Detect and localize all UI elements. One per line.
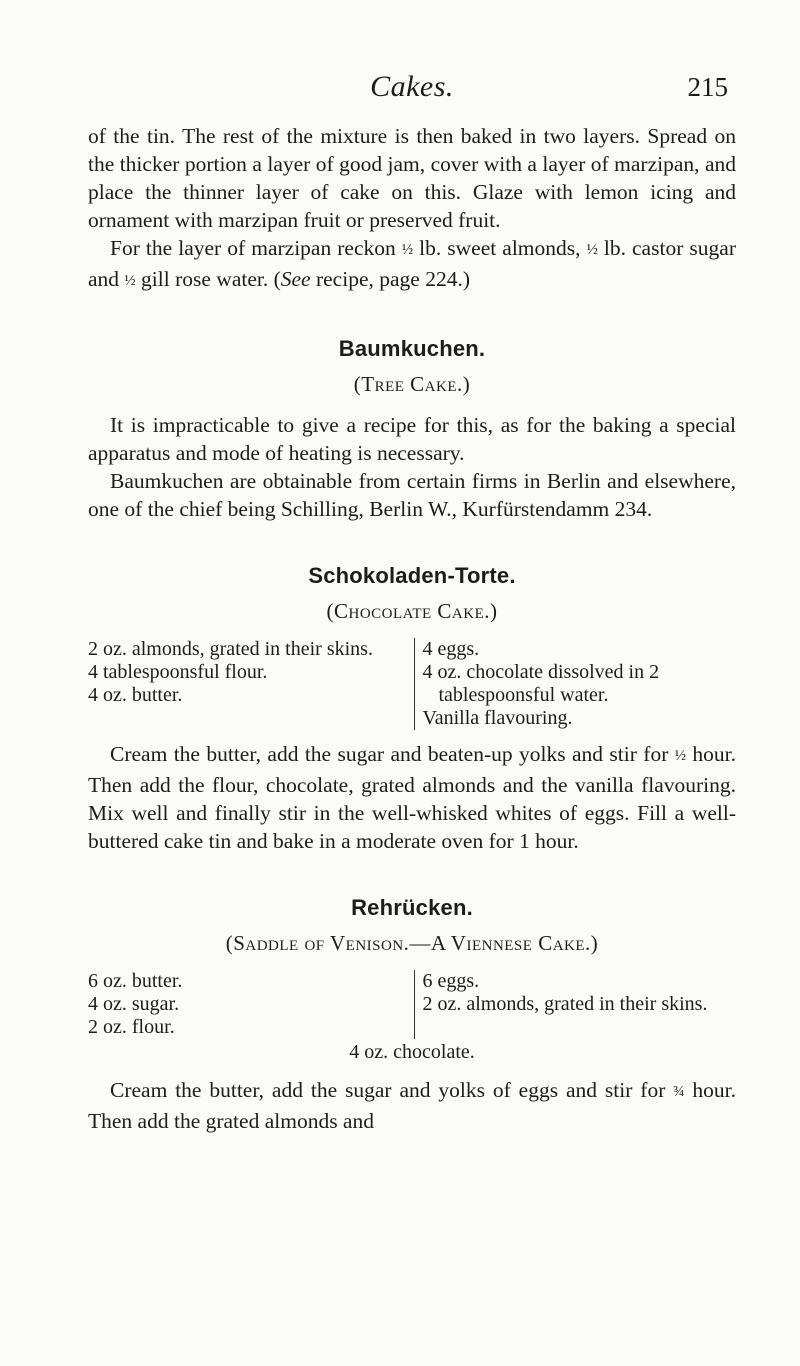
fraction: ½: [674, 748, 686, 764]
running-title: Cakes.: [370, 70, 454, 103]
ingredients-rehruecken: [88, 970, 736, 1039]
fraction: ½: [124, 273, 136, 289]
page-number: 215: [687, 72, 728, 102]
ingredients-right-column: [414, 970, 737, 1039]
ingredients-right-column: [414, 638, 737, 730]
rehruecken-method-paragraph: Cream the butter, add the sugar and yolks of eggs and stir for ¾ hour. Then add the grated almonds and: [88, 1078, 736, 1133]
intro-paragraph-1: of the tin. The rest of the mixture is then baked in two layers. Spread on the thicker portion a layer of good jam, cover with a layer of marzipan, and place the thinner layer of cake on this. Glaze with lemon icing and ornament with marzipan fruit or preserved fruit.: [88, 124, 736, 232]
book-page: [88, 70, 736, 1135]
ingredient-item: Vanilla flavouring.: [422, 707, 573, 729]
ingredients-schokoladen: [88, 638, 736, 730]
ingredient-item: 4 oz. sugar.: [88, 993, 180, 1015]
recipe-subtitle-rehruecken: (Saddle of Venison.—A Viennese Cake.): [225, 931, 599, 955]
ingredient-item: 4 eggs.: [422, 638, 480, 660]
ingredient-item: 2 oz. flour.: [88, 1016, 175, 1038]
baumkuchen-paragraph-2: Baumkuchen are obtainable from certain firms in Berlin and elsewhere, one of the chief being Schilling, Berlin W., Kurfürstendamm 234.: [88, 469, 736, 521]
fraction: ¾: [673, 1084, 685, 1100]
intro-paragraph-2: For the layer of marzipan reckon ½ lb. sweet almonds, ½ lb. castor sugar and ½ gill rose water. (See recipe, page 224.): [88, 236, 736, 291]
ingredient-item: 6 oz. butter.: [88, 970, 183, 992]
schokoladen-method-paragraph: Cream the butter, add the sugar and beaten-up yolks and stir for ½ hour. Then add the flour, chocolate, grated almonds and the vanilla flavouring. Mix well and finally stir in the well-whisked whites of eggs. Fill a well-buttered cake tin and bake in a moderate oven for 1 hour.: [88, 742, 736, 853]
recipe-subtitle-schokoladen: (Chocolate Cake.): [326, 599, 498, 623]
recipe-subtitle-baumkuchen: (Tree Cake.): [353, 372, 471, 396]
fraction: ½: [586, 242, 598, 258]
ingredients-left-column: [88, 970, 414, 1039]
schokoladen-method: [88, 740, 736, 855]
ingredient-item: 2 oz. almonds, grated in their skins.: [88, 638, 373, 660]
fraction: ½: [401, 242, 414, 258]
baumkuchen-text: [88, 411, 736, 523]
ingredient-item: 6 eggs.: [422, 970, 480, 992]
ingredient-item: 2 oz. almonds, grated in their skins.: [422, 993, 708, 1015]
intro-section: [88, 122, 736, 296]
ingredient-item-centered: 4 oz. chocolate.: [349, 1041, 475, 1063]
ingredient-item: 4 oz. butter.: [88, 684, 183, 706]
ingredient-item: 4 oz. chocolate dissolved in 2 tablespoonsful water.: [422, 661, 660, 706]
ingredient-item: 4 tablespoonsful flour.: [88, 661, 268, 683]
recipe-title-rehruecken: Rehrücken.: [351, 895, 473, 920]
baumkuchen-paragraph-1: It is impracticable to give a recipe for this, as for the baking a special apparatus and mode of heating is necessary.: [88, 413, 736, 465]
rehruecken-method: [88, 1076, 736, 1135]
page-header: [88, 70, 736, 122]
ingredients-left-column: [88, 638, 414, 730]
recipe-title-baumkuchen: Baumkuchen.: [338, 336, 486, 361]
recipe-title-schokoladen: Schokoladen-Torte.: [308, 563, 516, 588]
